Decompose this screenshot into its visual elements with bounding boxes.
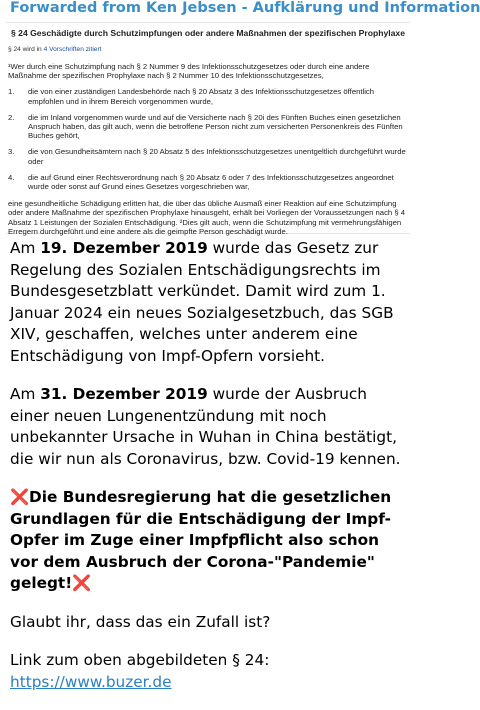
p2-text-b: wurde der Ausbruch einer neuen Lungenentzündung mit noch unbekannter Ursache in Wuhan in China bestätigt, die wir nun als Coronavirus, bzw. Covid-19 kennen. <box>10 385 401 468</box>
cited-link: 4 Vorschriften zitiert <box>43 46 102 53</box>
item-text: die von Gesundheitsämtern nach § 20 Absatz 5 des Infektionsschutzgesetzes unentgeltlich durchgeführt wurde oder <box>28 147 406 166</box>
p5-prefix: Link zum oben abgebildeten § 24: <box>10 651 270 669</box>
message-text <box>10 238 410 710</box>
document-item <box>6 87 410 105</box>
item-number: 2. <box>8 112 15 122</box>
cross-mark-icon: ❌ <box>10 488 30 506</box>
document-screenshot[interactable] <box>6 22 410 234</box>
p3-text: Die Bundesregierung hat die gesetzlichen Grundlagen für die Entschädigung der Impf-Opfer im Zuge einer Impfpflicht also schon vor dem Ausbruch der Corona-"Pandemie" gelegt! <box>10 488 392 592</box>
paragraph-2 <box>10 384 410 470</box>
document-item <box>6 173 410 191</box>
p2-text-a: Am <box>10 385 41 403</box>
buzer-link[interactable]: https://www.buzer.de <box>10 672 172 691</box>
p2-date: 31. Dezember 2019 <box>40 385 208 403</box>
document-title: § 24 Geschädigte durch Schutzimpfungen oder andere Maßnahmen der spezifischen Prophylaxe <box>11 28 405 38</box>
document-item <box>6 147 410 165</box>
forwarded-header[interactable]: Forwarded from Ken Jebsen - Aufklärung und Information <box>10 0 480 16</box>
item-number: 4. <box>8 172 15 182</box>
p1-text-a: Am <box>10 239 41 257</box>
p1-date: 19. Dezember 2019 <box>40 239 208 257</box>
item-text: die im Inland vorgenommen wurde und auf die Versicherte nach § 20i des Fünften Buches einen gesetzlichen Anspruch haben, das gilt auch, wenn die betroffene Person nicht zum versicherten Personenkreis des Fünften Buches gehört, <box>28 112 403 141</box>
paragraph-3 <box>10 487 410 595</box>
paragraph-5 <box>10 650 410 693</box>
document-final: eine gesundheitliche Schädigung erlitten hat, die über das übliche Ausmaß einer Reaktion auf eine Schutzimpfung oder andere Maßnahme der spezifischen Prophylaxe hinausgeht, erhält bei Vorliegen der Voraussetzungen nach § 4 Absatz 1 Leistungen der Sozialen Entschädigung. ²Dies gilt auch, wenn die Schutzimpfung mit vermehrungsfähigen Erregern durchgeführt und eine andere als die geimpfte Person geschädigt wurde. <box>8 199 406 236</box>
paragraph-4: Glaubt ihr, dass das ein Zufall ist? <box>10 612 271 631</box>
cited-prefix: § 24 wird in <box>8 46 42 53</box>
item-number: 1. <box>8 87 15 97</box>
document-cited <box>8 46 410 53</box>
item-text: die von einer zuständigen Landesbehörde nach § 20 Absatz 3 des Infektionsschutzgesetzes öffentlich empfohlen und in ihrem Bereich vorgenommen wurde, <box>28 87 375 106</box>
p1-text-b: wurde das Gesetz zur Regelung des Sozialen Entschädigungsrechts im Bundesgesetzblatt verkündet. Damit wird zum 1. Januar 2024 ein neues Sozialgesetzbuch, das SGB XIV, geschaffen, welches unter anderem eine Entschädigung von Impf-Opfern vorsieht. <box>10 239 394 365</box>
document-item <box>6 113 410 141</box>
item-number: 3. <box>8 147 15 157</box>
document-intro: ¹Wer durch eine Schutzimpfung nach § 2 Nummer 9 des Infektionsschutzgesetzes oder durch eine andere Maßnahme der spezifischen Prophylaxe nach § 2 Nummer 10 des Infektionsschutzgesetzes, <box>8 62 370 81</box>
item-text: die auf Grund einer Rechtsverordnung nach § 20 Absatz 6 oder 7 des Infektionsschutzgesetzes angeordnet wurde oder sonst auf Grund eines Gesetzes vorgeschrieben war, <box>28 172 394 192</box>
cross-mark-icon: ❌ <box>72 574 92 592</box>
paragraph-1 <box>10 238 410 367</box>
